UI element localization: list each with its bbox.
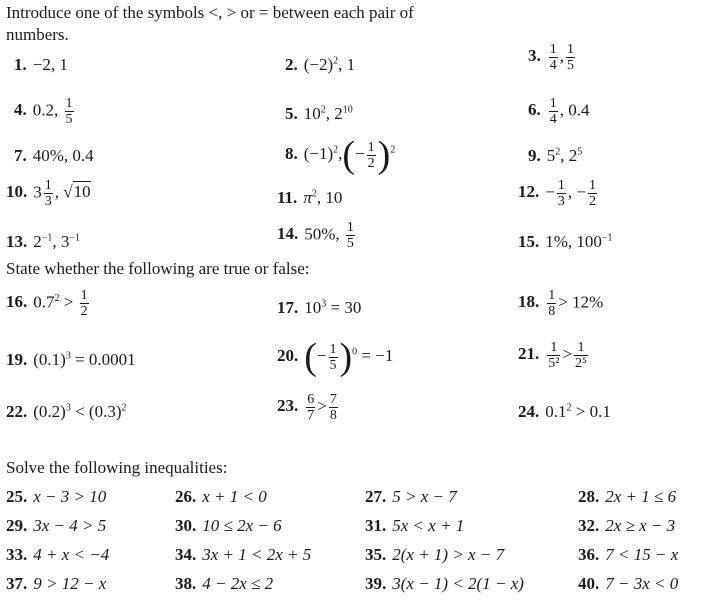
question-20: 20. (− $\frac{1}{5}$ )$^0$ = −1: [277, 336, 394, 378]
question-6: 6. $\frac{1}{4}$ , 0.4: [528, 96, 590, 127]
question-21: 21. $\frac{1}{\text{5²}}$ > $\frac{1}{\text{2⁵}}$: [518, 340, 587, 371]
inequality-29: 29. 3x − 4 > 5: [6, 516, 107, 535]
inequality-32: 32. 2x ≥ x − 3: [578, 516, 676, 535]
intro-line1: Introduce one of the symbols <, > or = between each pair of: [6, 3, 414, 22]
question-5: 5. $10^2$, $2^{10}$: [285, 104, 353, 123]
question-10: 10. 3 $\frac{1}{3}$ , √10: [6, 178, 91, 209]
true-false-heading: State whether the following are true or false:: [6, 259, 310, 278]
question-14: 14. 50%, $\frac{1}{5}$: [277, 220, 354, 251]
question-15: 15. 1%, $100^{-1}$: [518, 232, 613, 251]
inequality-40: 40. 7 − 3x < 0: [578, 574, 679, 593]
inequality-36: 36. 7 < 15 − x: [578, 545, 679, 564]
question-9: 9. $5^2$, $2^5$: [528, 146, 583, 165]
inequality-38: 38. 4 − 2x ≤ 2: [175, 574, 274, 593]
inequality-39: 39. 3(x − 1) < 2(1 − x): [365, 574, 524, 593]
inequality-27: 27. 5 > x − 7: [365, 487, 457, 506]
question-13: 13. $2^{-1}$, $3^{-1}$: [6, 232, 81, 251]
question-2: 2. $(-2)^2$, 1: [285, 55, 356, 74]
question-1: 1. −2, 1: [14, 55, 68, 74]
question-23: 23. $\frac{6}{7}$ > $\frac{7}{8}$: [277, 392, 337, 423]
question-19: 19. $(0.1)^3 = 0.0001$: [6, 350, 136, 369]
inequality-31: 31. 5x < x + 1: [365, 516, 465, 535]
intro-line2: numbers.: [6, 25, 69, 44]
question-17: 17. $10^3 = 30$: [277, 298, 362, 317]
inequality-25: 25. x − 3 > 10: [6, 487, 107, 506]
inequality-34: 34. 3x + 1 < 2x + 5: [175, 545, 312, 564]
inequality-28: 28. 2x + 1 ≤ 6: [578, 487, 677, 506]
question-22: 22. $(0.2)^3 < (0.3)^2$: [6, 402, 127, 421]
question-12: 12. − $\frac{1}{3}$ , − $\frac{1}{2}$: [518, 178, 596, 209]
inequality-37: 37. 9 > 12 − x: [6, 574, 107, 593]
question-8: 8. $(-1)^2,(-$ $\frac{1}{2}$ )$^2$: [285, 134, 396, 176]
question-16: 16. $0.7^2$ > $\frac{1}{2}$: [6, 288, 88, 319]
question-11: 11. $\pi^2$, 10: [277, 188, 343, 207]
inequality-33: 33. 4 + x < −4: [6, 545, 110, 564]
inequality-35: 35. 2(x + 1) > x − 7: [365, 545, 505, 564]
inequality-26: 26. x + 1 < 0: [175, 487, 267, 506]
solve-heading: Solve the following inequalities:: [6, 458, 228, 477]
question-24: 24. $0.1^2 > 0.1$: [518, 402, 611, 421]
question-7: 7. 40%, 0.4: [14, 146, 94, 165]
inequality-30: 30. 10 ≤ 2x − 6: [175, 516, 282, 535]
question-4: 4. 0.2, $\frac{1}{5}$: [14, 96, 73, 127]
question-3: 3. $\frac{1}{4}$ , $\frac{1}{5}$: [528, 42, 574, 73]
question-18: 18. $\frac{1}{8}$ > 12%: [518, 288, 604, 319]
